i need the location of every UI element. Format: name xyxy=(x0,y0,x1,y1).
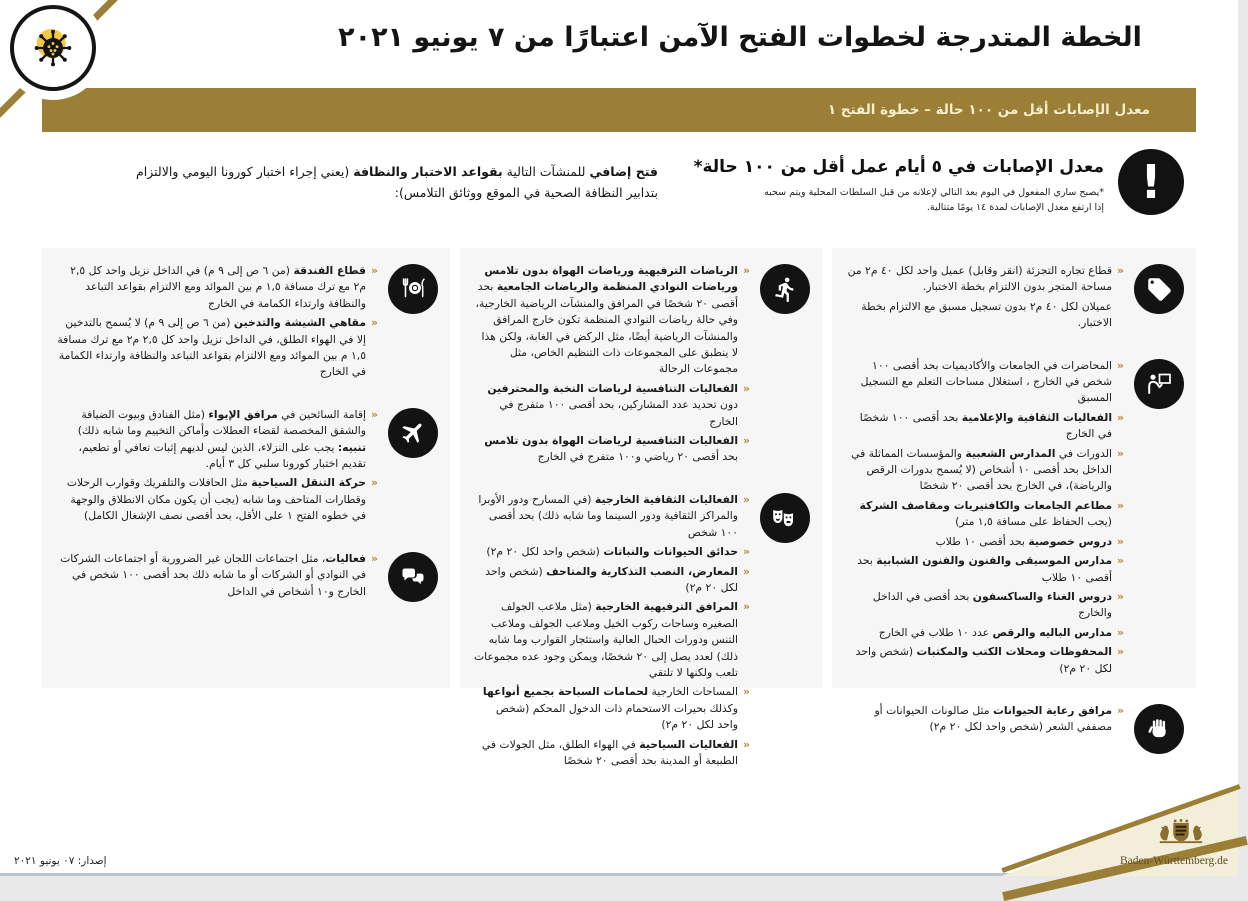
price-tag-icon xyxy=(1134,264,1184,314)
list-item-text: إقامة السائحين في مرافق الإيواء (مثل الفنادق وبيوت الضيافة والشقق المخصصة لقضاء العطلات وأماكن التخييم وما شابه ذلك) تنبيه: يجب على النزلاء، الذين ليس لديهم إثبات تعافي أو تطعيم، تقديم اختبار كورونا سلبي كل ٣ أيام. xyxy=(77,407,367,471)
list-item-text: الفعاليات الثقافية الخارجية (في المسارح ودور الأوبرا والمراكز الثقافية ودور السينما وما شابه ذلك) بحد أقصى ١٠٠ شخص xyxy=(478,492,739,539)
list-item xyxy=(846,498,1124,531)
bullet-mark: « xyxy=(1117,534,1124,548)
list-item-text: مدارس الموسيقى والفنون والفنون الشبابية بحد أقصى ١٠ طلاب xyxy=(857,554,1113,584)
theater-masks-icon xyxy=(760,493,810,543)
alert-intro-segment: (يعني إجراء اختبار كورونا اليومي والالتزام بتدابير النظافة الصحية في الموقع ووثائق التلامس): xyxy=(136,164,658,201)
list-item-text: فعاليات، مثل اجتماعات اللجان غير الضرورية أو اجتماعات الشركات في النوادي أو الشركات أو ما شابه ذلك بحد أقصى ١٠٠ شخص في الخارج و١٠ أشخاص في الداخل xyxy=(60,551,367,598)
bullet-mark: « xyxy=(1117,498,1124,512)
bullet-mark: « xyxy=(743,737,750,751)
version-label: إصدار: ٠٧ يونيو ٢٠٢١ xyxy=(14,855,107,867)
section xyxy=(474,491,810,773)
list-item xyxy=(846,703,1124,736)
list-item-text: حركة التنقل السياحية مثل الحافلات والتلفريك وقوارب الرحلات وقطارات المتاحف وما شابه (يجب أن يكون مكان الانطلاق والوجهة في خطوه الفتح ١ على الأقل، بحد أقصى نصف الإشغال الكامل) xyxy=(66,476,367,523)
bullet-list xyxy=(56,406,378,528)
list-item xyxy=(56,551,378,600)
list-item xyxy=(846,410,1124,443)
list-item xyxy=(56,475,378,524)
list-item xyxy=(846,625,1124,641)
bullet-mark: « xyxy=(371,316,378,330)
bullet-mark: « xyxy=(1117,264,1124,277)
page-title: الخطة المتدرجة لخطوات الفتح الآمن اعتبارًا من ٧ يونيو ٢٠٢١ xyxy=(338,22,1142,53)
bullet-mark: « xyxy=(1117,446,1124,460)
list-item xyxy=(846,644,1124,677)
bullet-mark: « xyxy=(743,492,750,506)
list-item-text: المرافق الترفيهية الخارجية (مثل ملاعب الجولف الصغيره وساحات ركوب الخيل وملاعب الجولف وملاعب التنس ودورات الحبال العالية واستئجار القوارب وما شابه ذلك) لعدد يصل إلى ٢٠ شخصًا، ويمكن وجود عده مجموعات تلعب ولكنها لا تلتقي xyxy=(473,600,739,679)
bullet-mark: « xyxy=(371,407,378,421)
bullet-mark: « xyxy=(371,476,378,490)
bullet-mark: « xyxy=(1117,625,1124,639)
coat-of-arms-icon xyxy=(1150,819,1212,850)
list-item-text: المحفوظات ومحلات الكتب والمكتبات (شخص واحد لكل ٢٠ م٢) xyxy=(855,645,1113,675)
list-item xyxy=(56,315,378,381)
list-item xyxy=(846,263,1124,296)
brand-label: Baden-Württemberg.de xyxy=(1119,855,1228,867)
bullet-mark: « xyxy=(743,564,750,578)
list-item xyxy=(474,433,750,466)
bullet-list xyxy=(846,357,1124,680)
virus-icon xyxy=(10,5,96,91)
bullet-mark: « xyxy=(1117,410,1124,424)
list-item-text: المعارض، النصب التذكارية والمتاحف (شخص واحد لكل ٢٠ م٢) xyxy=(485,564,739,594)
alert-intro-segment: للمنشآت التالية xyxy=(502,164,590,179)
alert-intro-text xyxy=(110,161,658,204)
bullet-mark: « xyxy=(1117,358,1124,372)
column-retail-education xyxy=(832,248,1196,734)
list-item-text: دروس خصوصية بحد أقصى ١٠ طلاب xyxy=(935,534,1113,548)
bullet-mark: « xyxy=(743,545,750,559)
bullet-mark: « xyxy=(1117,703,1124,717)
list-item-text: الدورات في المدارس الشعبية والمؤسسات المماثلة في الداخل بحد أقصى ١٠ أشخاص (لا يُسمح بدورات الرقص والرياضة)، في الخارج بحد أقصى ٢٠ شخصًا xyxy=(851,446,1113,493)
list-item-text: الفعاليات التنافسية لرياضات الهواة بدون تلامس بحد أقصى ٢٠ رياضي و١٠٠ متفرج في الخارج xyxy=(484,434,739,464)
list-item-text: الرياضات الترفيهية ورياضات الهواة بدون تلامس ورياضات النوادي المنظمة والرياضات الجامعية بحد أقصى ٢٠ شخصًا في المرافق والمنشآت الرياضية الخارجية، وفي حالة رياضات النوادي المنظمة تكون خارج المرافق والمنشآت الرياضية أيضًا، مثل الركض في الغابة، ولكن هذا لا ينطبق على المجموعات ذات التنظيم الخاص، مثل مجموعات الرحالة xyxy=(475,264,739,376)
list-item-text: الفعاليات السياحية في الهواء الطلق، مثل الجولات في الطبيعة أو المدينة بحد أقصى ٢٠ شخصًا xyxy=(481,737,739,767)
list-item-text: المحاضرات في الجامعات والأكاديميات بحد أقصى ١٠٠ شخص في الخارج ، استغلال مساحات التعلم مع التسجيل المسبق xyxy=(860,358,1113,405)
list-item xyxy=(474,381,750,430)
list-item-text: دروس الغناء والساكسفون بحد أقصى في الداخل والخارج xyxy=(872,589,1113,620)
list-item xyxy=(846,446,1124,495)
chat-bubbles-icon xyxy=(388,552,438,602)
section xyxy=(846,262,1184,335)
list-item xyxy=(474,599,750,681)
alert-footnote: *يصبح ساري المفعول في اليوم بعد التالي لإعلانه من قبل السلطات المحلية ويتم سحبه إذا ارتفع معدل الإصابات لمدة ١٤ يومًا متتالية. xyxy=(764,187,1104,213)
list-item xyxy=(56,407,378,473)
lecture-board-icon xyxy=(1134,359,1184,409)
bullet-list xyxy=(846,702,1124,739)
bullet-mark: « xyxy=(743,685,750,699)
section xyxy=(474,262,810,469)
bullet-list xyxy=(474,262,750,469)
runner-icon xyxy=(760,264,810,314)
bullet-list xyxy=(56,262,378,384)
bullet-mark: « xyxy=(743,434,750,448)
list-item xyxy=(474,263,750,378)
bullet-mark: « xyxy=(743,381,750,395)
hand-icon xyxy=(1134,704,1184,754)
list-item xyxy=(846,358,1124,407)
alert-intro-segment: بقواعد الاختبار والنظافة xyxy=(353,164,503,179)
column-sports-culture xyxy=(460,248,822,767)
list-item xyxy=(474,684,750,733)
list-item-text: المساحات الخارجية لحمامات السباحة بجميع أنواعها وكذلك بحيرات الاستحمام ذات الدخول المحكم (شخص واحد لكل ٢٠ م٢) xyxy=(482,685,739,732)
list-item-text: مطاعم الجامعات والكافتيريات ومقاصف الشركة (يجب الحفاظ على مسافة ١,٥ متر) xyxy=(859,498,1113,529)
restaurant-icon xyxy=(388,264,438,314)
bullet-list xyxy=(474,491,750,773)
list-item xyxy=(474,492,750,541)
section xyxy=(846,702,1184,754)
list-item xyxy=(474,564,750,597)
section xyxy=(56,262,438,384)
section xyxy=(846,357,1184,680)
section xyxy=(56,406,438,528)
section xyxy=(56,550,438,603)
list-item xyxy=(846,534,1124,550)
bullet-list xyxy=(56,550,378,603)
bullet-mark: « xyxy=(371,551,378,565)
step-banner xyxy=(42,88,1196,132)
bullet-mark: « xyxy=(743,264,750,277)
bullet-mark: « xyxy=(1117,589,1124,603)
bullet-mark: « xyxy=(743,600,750,614)
step-banner-label: معدل الإصابات أقل من ١٠٠ حالة – خطوة الفتح ١ xyxy=(827,102,1150,118)
list-item xyxy=(846,589,1124,622)
list-item-text: الفعاليات الثقافية والإعلامية بحد أقصى ١٠٠ شخصًا في الخارج xyxy=(859,410,1113,441)
content-columns xyxy=(42,248,1196,767)
list-item xyxy=(474,737,750,770)
list-item xyxy=(846,299,1124,332)
list-item xyxy=(474,544,750,560)
exclamation-icon xyxy=(1118,149,1184,215)
list-item xyxy=(846,553,1124,586)
alert-heading: معدل الإصابات في ٥ أيام عمل أقل من ١٠٠ حالة* xyxy=(693,157,1104,177)
list-item-text: مقاهي الشيشة والتدخين (من ٦ ص إلى ٩ م) لا يُسمح بالتدخين إلا في الهواء الطلق، في الداخل نزيل واحد كل ٢,٥ م٢ مع ترك مسافة ١,٥ م بين الموائد ومع الالتزام بقواعد التباعد والنظافة وارتداء الكمامة في الخارج xyxy=(57,316,367,379)
bullet-mark: « xyxy=(1117,645,1124,659)
airplane-icon xyxy=(388,408,438,458)
list-item-text: قطاع الفندقة (من ٦ ص إلى ٩ م) في الداخل نزيل واحد كل ٢,٥ م٢ مع ترك مسافة ١,٥ م بين الموائد ومع الالتزام بقواعد التباعد والنظافة وارتداء الكمامة في الخارج xyxy=(70,264,367,310)
list-item-text: مرافق رعاية الحيوانات مثل صالونات الحيوانات أو مصففي الشعر (شخص واحد لكل ٢٠ م٢) xyxy=(874,703,1113,734)
list-item-text: الفعاليات التنافسية لرياضات النخبة والمحترفين دون تحديد عدد المشاركين، بحد أقصى ١٠٠ متفرج في الخارج xyxy=(487,381,739,428)
bullet-list xyxy=(846,262,1124,335)
bullet-mark: « xyxy=(1117,554,1124,568)
list-item xyxy=(56,263,378,312)
list-item-text: مدارس الباليه والرقص عدد ١٠ طلاب في الخارج xyxy=(878,625,1113,639)
column-hospitality-travel xyxy=(42,248,450,688)
bullet-mark: « xyxy=(371,264,378,277)
list-item-text: عميلان لكل ٤٠ م٢ بدون تسجيل مسبق مع الالتزام بخطة الاختبار. xyxy=(861,299,1113,330)
list-item-text: قطاع تجاره التجزئة (انقر وقابل) عميل واحد لكل ٤٠ م٢ من مساحة المتجر بدون الالتزام بخطة الاختبار. xyxy=(847,264,1113,294)
alert-intro-segment: فتح إضافي xyxy=(589,164,658,179)
list-item-text: حدائق الحيوانات والنباتات (شخص واحد لكل ٢٠ م٢) xyxy=(486,545,739,559)
exclamation-glyph: ! xyxy=(1140,155,1162,209)
